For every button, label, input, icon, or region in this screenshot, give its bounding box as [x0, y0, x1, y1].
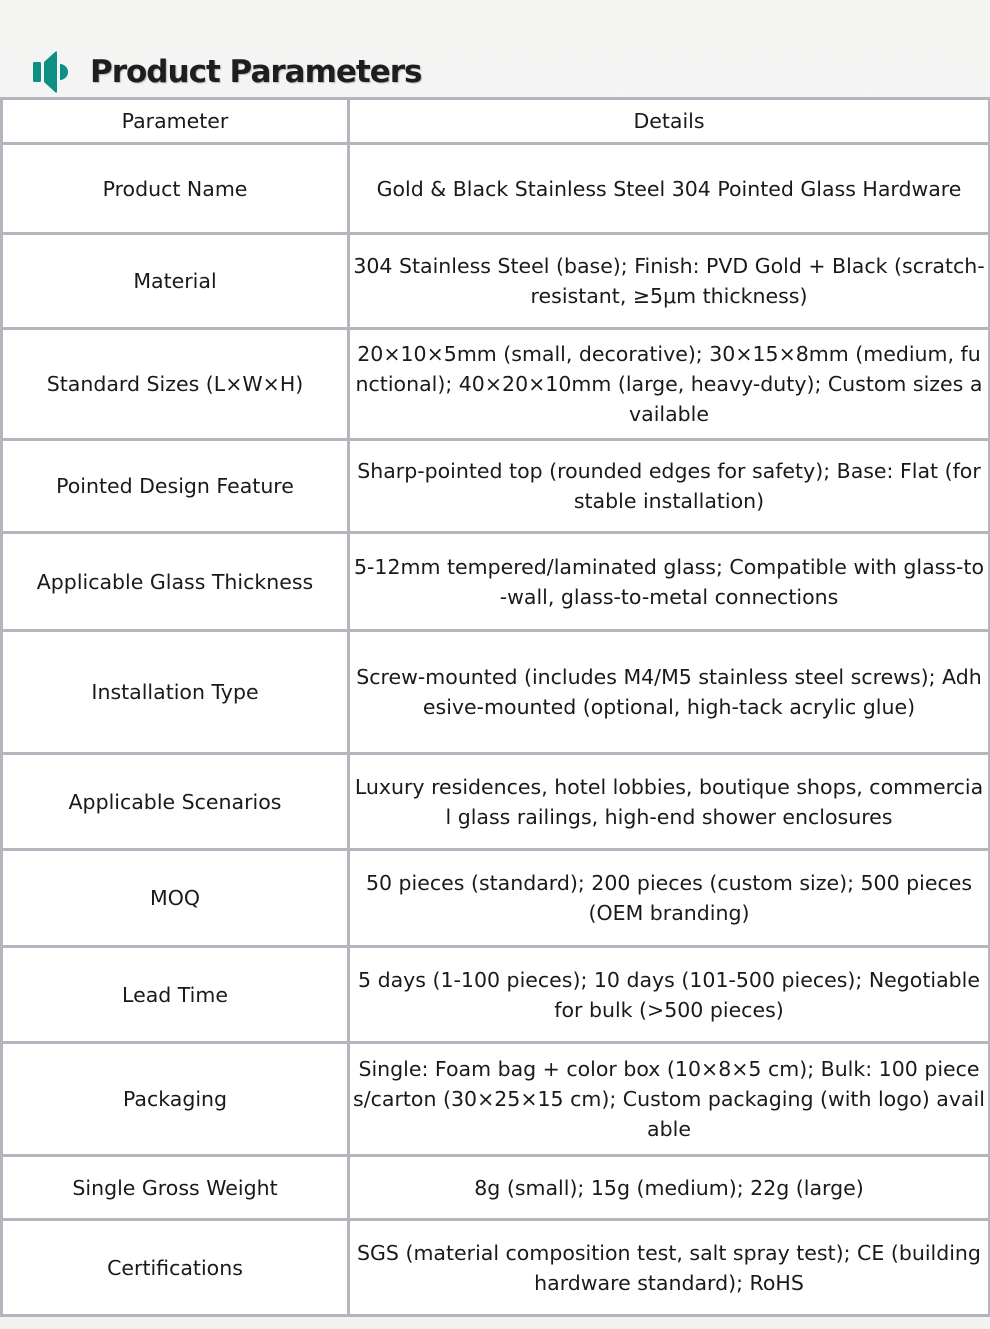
- parameter-cell: Single Gross Weight: [2, 1156, 349, 1220]
- parameter-cell: Certifications: [2, 1220, 349, 1316]
- table-row: [2, 533, 990, 631]
- details-cell: SGS (material composition test, salt spray test); CE (building hardware standard); RoHS: [349, 1220, 990, 1316]
- table-row: [2, 144, 990, 234]
- page-title: Product Parameters: [90, 54, 422, 90]
- parameter-cell: MOQ: [2, 850, 349, 947]
- parameter-cell: Lead Time: [2, 947, 349, 1043]
- parameter-cell: Standard Sizes (L×W×H): [2, 329, 349, 440]
- details-cell: 8g (small); 15g (medium); 22g (large): [349, 1156, 990, 1220]
- parameter-cell: Material: [2, 234, 349, 329]
- table-header-row: [2, 99, 990, 144]
- speaker-icon: [33, 50, 73, 94]
- parameter-cell: Applicable Glass Thickness: [2, 533, 349, 631]
- section-heading: [33, 50, 421, 94]
- details-cell: Single: Foam bag + color box (10×8×5 cm); Bulk: 100 pieces/carton (30×25×15 cm); Custom packaging (with logo) available: [349, 1043, 990, 1156]
- table-row: [2, 329, 990, 440]
- table-row: [2, 440, 990, 533]
- parameter-cell: Packaging: [2, 1043, 349, 1156]
- table-row: [2, 631, 990, 754]
- parameter-cell: Applicable Scenarios: [2, 754, 349, 850]
- table-row: [2, 1156, 990, 1220]
- column-header-details: Details: [349, 99, 990, 144]
- parameters-table: [0, 97, 990, 1317]
- column-header-parameter: Parameter: [2, 99, 349, 144]
- details-cell: Luxury residences, hotel lobbies, boutique shops, commercial glass railings, high-end shower enclosures: [349, 754, 990, 850]
- details-cell: 5-12mm tempered/laminated glass; Compatible with glass-to-wall, glass-to-metal connections: [349, 533, 990, 631]
- parameter-cell: Pointed Design Feature: [2, 440, 349, 533]
- details-cell: 5 days (1-100 pieces); 10 days (101-500 pieces); Negotiable for bulk (>500 pieces): [349, 947, 990, 1043]
- details-cell: Sharp-pointed top (rounded edges for safety); Base: Flat (for stable installation): [349, 440, 990, 533]
- table-row: [2, 1220, 990, 1316]
- parameter-cell: Product Name: [2, 144, 349, 234]
- table-row: [2, 850, 990, 947]
- parameter-cell: Installation Type: [2, 631, 349, 754]
- details-cell: 304 Stainless Steel (base); Finish: PVD Gold + Black (scratch-resistant, ≥5μm thickness): [349, 234, 990, 329]
- table-row: [2, 754, 990, 850]
- table-row: [2, 947, 990, 1043]
- details-cell: 50 pieces (standard); 200 pieces (custom size); 500 pieces (OEM branding): [349, 850, 990, 947]
- table-row: [2, 234, 990, 329]
- details-cell: 20×10×5mm (small, decorative); 30×15×8mm (medium, functional); 40×20×10mm (large, heavy-duty); Custom sizes available: [349, 329, 990, 440]
- details-cell: Screw-mounted (includes M4/M5 stainless steel screws); Adhesive-mounted (optional, high-tack acrylic glue): [349, 631, 990, 754]
- table-row: [2, 1043, 990, 1156]
- details-cell: Gold & Black Stainless Steel 304 Pointed Glass Hardware: [349, 144, 990, 234]
